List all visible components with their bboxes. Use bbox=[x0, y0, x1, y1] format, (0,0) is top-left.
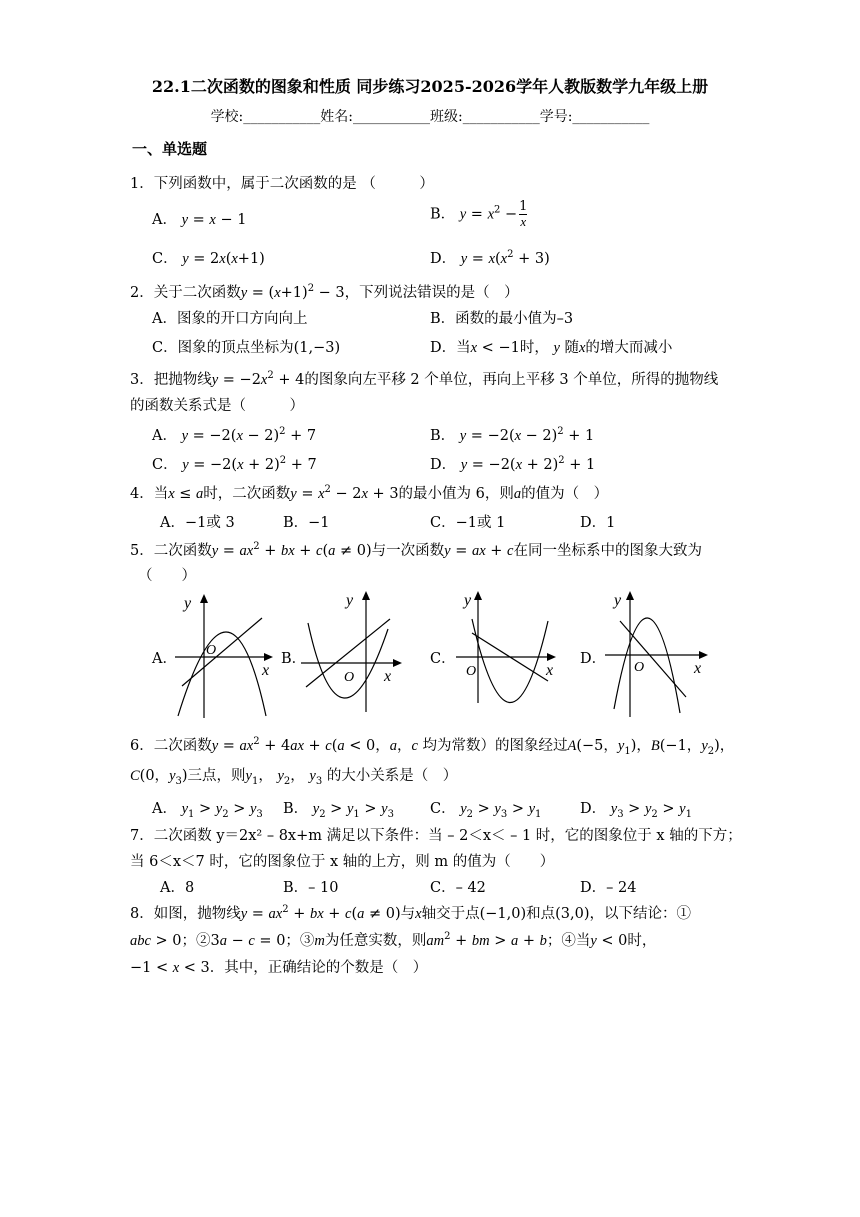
question-4-option-c: C．−1或 1 bbox=[430, 515, 506, 531]
question-7-option-a: A．8 bbox=[160, 880, 195, 896]
parabola-c bbox=[472, 619, 548, 703]
question-1-option-a: A． y = x − 1 bbox=[152, 212, 247, 228]
graph-d-origin: O bbox=[634, 660, 645, 675]
question-7-option-d: D．– 24 bbox=[580, 880, 637, 896]
student-info-line: 学校:___________姓名:___________班级:___________学号:___________ bbox=[210, 109, 650, 125]
graph-d bbox=[600, 585, 715, 720]
graph-a-x-label: x bbox=[262, 662, 270, 679]
graph-d-y-label: y bbox=[614, 592, 622, 609]
parabola-d bbox=[614, 618, 680, 713]
question-1-option-b: B． $y = x^2$ − $\frac{1}{x}$ bbox=[430, 199, 528, 229]
question-4-option-d: D．1 bbox=[580, 515, 616, 531]
question-3-option-a: A． $y = -2(x - 2)^2 + 7$ bbox=[152, 426, 317, 444]
question-6-option-a: A． $y_1 > y_2 > y_3$ bbox=[152, 801, 263, 820]
question-8-stem-line1: 8．如图，抛物线$y = ax^2$ + bx + c(a ≠ 0)与x轴交于点(−1,0)和点(3,0)，以下结论：① bbox=[130, 904, 691, 922]
question-6-option-b: B． $y_2 > y_1 > y_3$ bbox=[283, 801, 394, 820]
question-3-stem-line1: 3．把抛物线$y = -2x^2 + 4$的图象向左平移 2 个单位，再向上平移 3 个单位，所得的抛物线 bbox=[130, 370, 719, 388]
parabola-a bbox=[178, 632, 266, 716]
question-4-option-b: B．−1 bbox=[283, 515, 330, 531]
graph-b bbox=[296, 585, 408, 715]
graph-a bbox=[170, 588, 280, 723]
graph-b-x-label: x bbox=[384, 668, 392, 685]
question-5-stem-line2: （ ） bbox=[138, 568, 196, 584]
question-2-option-c: C．图象的顶点坐标为(1,−3) bbox=[152, 340, 341, 356]
question-2-option-a: A．图象的开口方向向上 bbox=[152, 311, 308, 327]
question-7-stem-line2: 当 6＜x＜7 时，它的图象位于 x 轴的上方，则 m 的值为（ ） bbox=[130, 854, 555, 870]
section-heading: 一、单选题 bbox=[132, 140, 208, 158]
question-1-option-d: D． $y = x(x^2 + 3)$ bbox=[430, 249, 550, 267]
question-7-stem-line1: 7．二次函数 y＝2x² – 8x+m 满足以下条件：当 – 2＜x＜ – 1 时，它的图象位于 x 轴的下方； bbox=[130, 828, 742, 844]
question-4-option-a: A．−1或 3 bbox=[160, 515, 235, 531]
graph-b-y-label: y bbox=[346, 592, 354, 609]
question-7-option-c: C．– 42 bbox=[430, 880, 486, 896]
question-2-option-d: D．当x < −1时， y 随x的增大而减小 bbox=[430, 340, 673, 356]
graph-c bbox=[448, 585, 560, 705]
graph-d-x-label: x bbox=[694, 660, 702, 677]
question-4-stem: 4．当x ≤ a时，二次函数$y = x^2 - 2x + 3$的最小值为 6，则a的值为（ ） bbox=[130, 484, 609, 502]
question-1-stem: 1．下列函数中，属于二次函数的是 （ ） bbox=[130, 176, 434, 192]
question-6-option-c: C． $y_2 > y_3 > y_1$ bbox=[430, 801, 542, 820]
parabola-b bbox=[308, 623, 388, 698]
question-6-stem-line2: C(0，$y_3$)三点，则$y_1$， $y_2$， $y_3$ 的大小关系是（ ） bbox=[130, 768, 458, 787]
graph-b-origin: O bbox=[344, 670, 355, 685]
question-3-option-c: C． $y = -2(x + 2)^2 + 7$ bbox=[152, 455, 317, 473]
graph-a-y-label: y bbox=[184, 595, 192, 612]
question-3-option-b: B． $y = -2(x - 2)^2 + 1$ bbox=[430, 426, 595, 444]
question-1-option-c: C． y = 2x(x+1) bbox=[152, 251, 265, 267]
graph-c-x-label: x bbox=[546, 662, 554, 679]
graph-b-label: B． bbox=[281, 651, 307, 667]
graph-d-label: D． bbox=[580, 651, 607, 667]
question-8-stem-line3: −1 < x < 3．其中，正确结论的个数是（ ） bbox=[130, 960, 428, 976]
line-a bbox=[182, 618, 262, 686]
question-5-stem: 5．二次函数$y = ax^2$ + bx + c(a ≠ 0)与一次函数y = ax + c在同一坐标系中的图象大致为 bbox=[130, 541, 702, 559]
graph-a-origin: O bbox=[206, 643, 217, 658]
question-2-stem: 2．关于二次函数$y = (x+1)^2 - 3$，下列说法错误的是（ ） bbox=[130, 283, 519, 301]
graph-c-y-label: y bbox=[464, 592, 472, 609]
page-title: 22.1二次函数的图象和性质 同步练习2025-2026学年人教版数学九年级上册 bbox=[151, 77, 709, 96]
question-2-option-b: B．函数的最小值为–3 bbox=[430, 311, 574, 327]
question-6-stem-line1: 6．二次函数$y = ax^2 + 4ax + c(a < 0$，a，c 均为常数）的图象经过A(−5，$y_1$)，B(−1，$y_2$)， bbox=[130, 736, 735, 757]
question-7-option-b: B．– 10 bbox=[283, 880, 339, 896]
question-6-option-d: D． $y_3 > y_2 > y_1$ bbox=[580, 801, 692, 820]
graph-c-origin: O bbox=[466, 664, 477, 679]
question-8-stem-line2: abc > 0；②3a − c = 0；③m为任意实数，则$am^2$ + bm > a + b；④当y < 0时， bbox=[130, 931, 657, 949]
graph-c-label: C． bbox=[430, 651, 456, 667]
question-3-stem-line2: 的函数关系式是（ ） bbox=[130, 398, 304, 414]
graph-a-label: A． bbox=[152, 651, 177, 667]
question-3-option-d: D． $y = -2(x + 2)^2 + 1$ bbox=[430, 455, 596, 473]
